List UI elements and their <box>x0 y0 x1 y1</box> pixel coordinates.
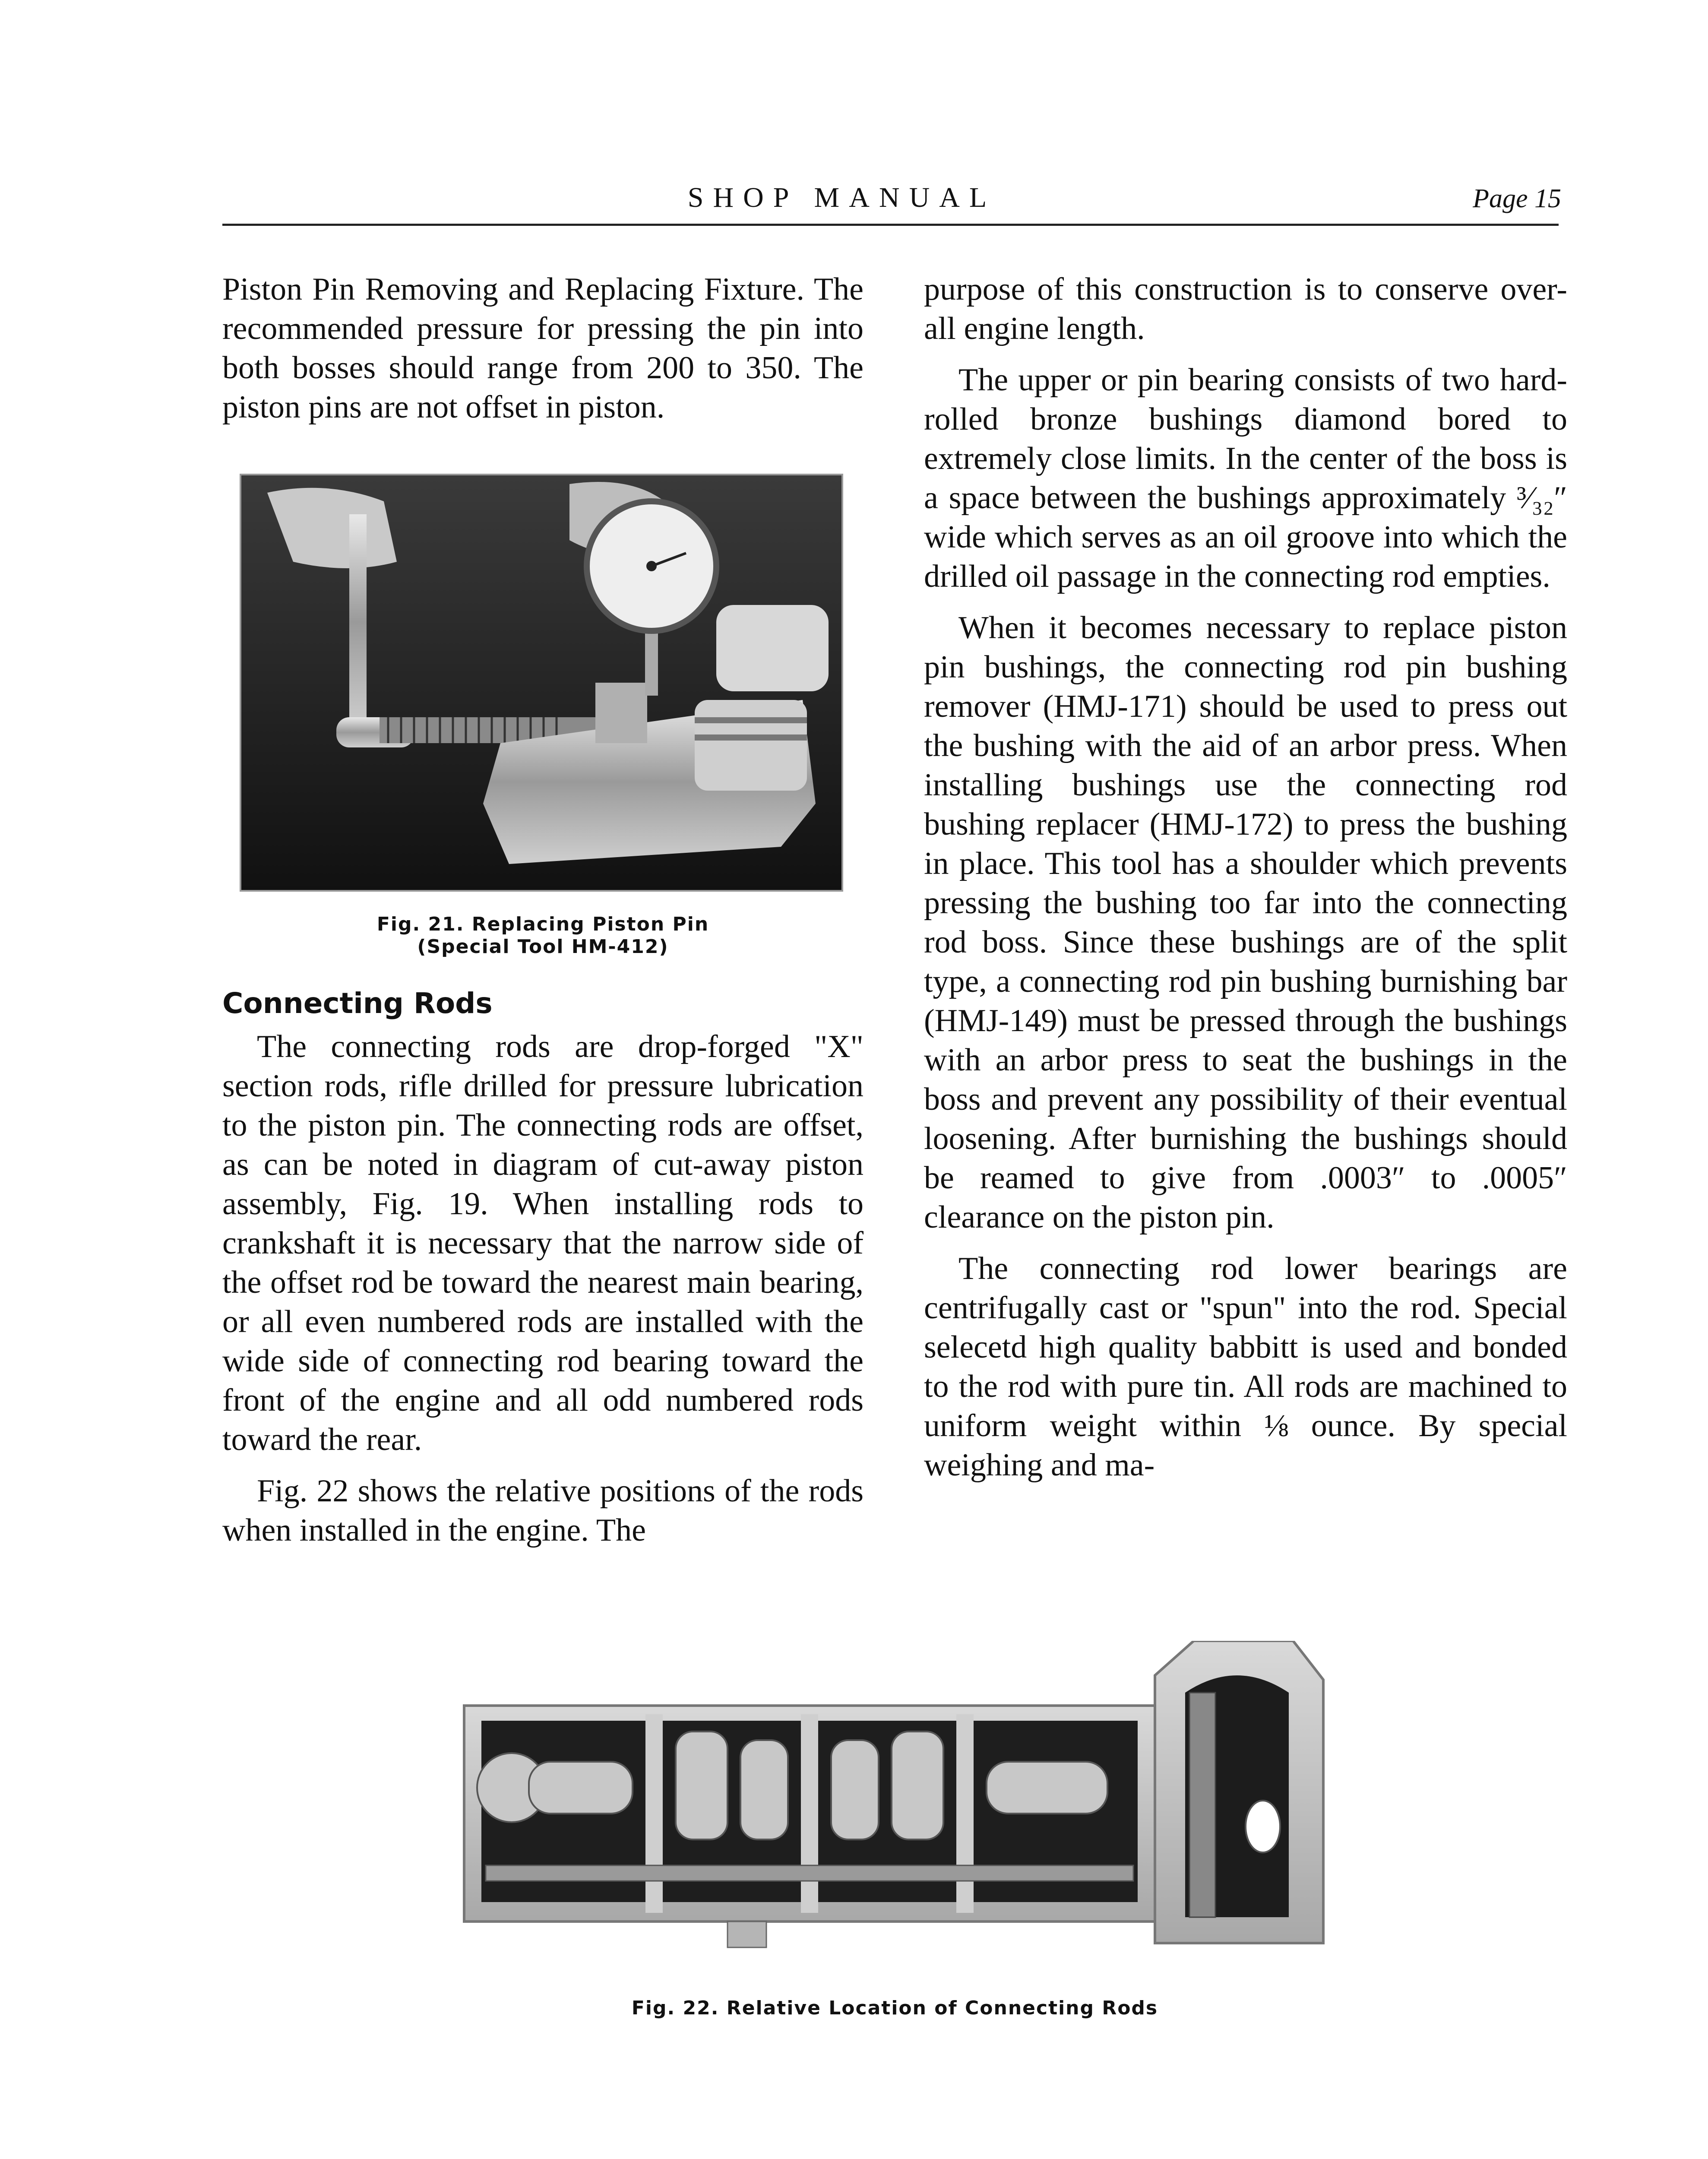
connecting-rods-paragraph-1: The connecting rods are drop-forged "X" section rods, rifle drilled for pressure lubrication to the piston pin. The connecting rods are offset, as can be noted in diagram of cut-away piston assembly, Fig. 19. When installing rods to crankshaft it is necessary that the narrow side of the offset rod be toward the nearest main bearing, or all even numbered rods are installed with the wide side of connecting rod bearing toward the front of the engine and all odd numbered rods toward the rear. <box>222 1029 863 1457</box>
right-paragraph-2: The upper or pin bearing consists of two hard-rolled bronze bushings diamond bored to extremely close limits. In the center of the boss is a space between the bushings approximately ³⁄₃₂″ wide which serves as an oil groove into which the drilled oil passage in the connecting rod empties. <box>924 362 1567 594</box>
piston-pin-fixture-image <box>241 475 841 890</box>
right-column <box>924 270 1567 1485</box>
right-paragraph-3: When it becomes necessary to replace piston pin bushings, the connecting rod pin bushing remover (HMJ-171) should be used to press out the bushing with the aid of an arbor press. When installing bushings use the connecting rod bushing replacer (HMJ-172) to press the bushing in place. This tool has a shoulder which prevents pressing the bushing too far into the connecting rod boss. Since these bushings are of the split type, a connecting rod pin bushing burnishing bar (HMJ-149) must be pressed through the bushings with an arbor press to seat the bushings in the boss and prevent any possibility of their eventual loosening. After burnishing the bushings should be reamed to give from .0003″ to .0005″ clearance on the piston pin. <box>924 610 1567 1235</box>
figure-22-photo <box>460 1641 1330 1973</box>
running-header-title: SHOP MANUAL <box>687 182 996 213</box>
engine-block-cutaway-image <box>460 1641 1330 1973</box>
figure-22-caption: Fig. 22. Relative Location of Connecting Rods <box>631 1997 1158 2019</box>
figure-21-caption <box>222 913 863 958</box>
figure-21-caption-line2: (Special Tool HM-412) <box>417 936 669 958</box>
intro-paragraph: Piston Pin Removing and Replacing Fixture. The recommended pressure for pressing the pin into both bosses should range from 200 to 350. The piston pins are not offset in piston. <box>222 272 863 425</box>
right-paragraph-4: The connecting rod lower bearings are centrifugally cast or "spun" into the rod. Special selecetd high quality babbitt is used and bonded to the rod with pure tin. All rods are machined to uniform weight within ⅛ ounce. By special weighing and ma- <box>924 1251 1567 1483</box>
figure-21-photo <box>240 474 843 892</box>
figure-21-caption-line1: Fig. 21. Replacing Piston Pin <box>376 913 709 935</box>
header-rule <box>222 224 1559 226</box>
page-number: Page 15 <box>1473 184 1561 213</box>
section-heading: Connecting Rods <box>222 987 493 1020</box>
right-paragraph-1: purpose of this construction is to conserve over-all engine length. <box>924 272 1567 346</box>
connecting-rods-paragraph-2: Fig. 22 shows the relative positions of the rods when installed in the engine. The <box>222 1473 863 1548</box>
left-column <box>222 270 863 1550</box>
